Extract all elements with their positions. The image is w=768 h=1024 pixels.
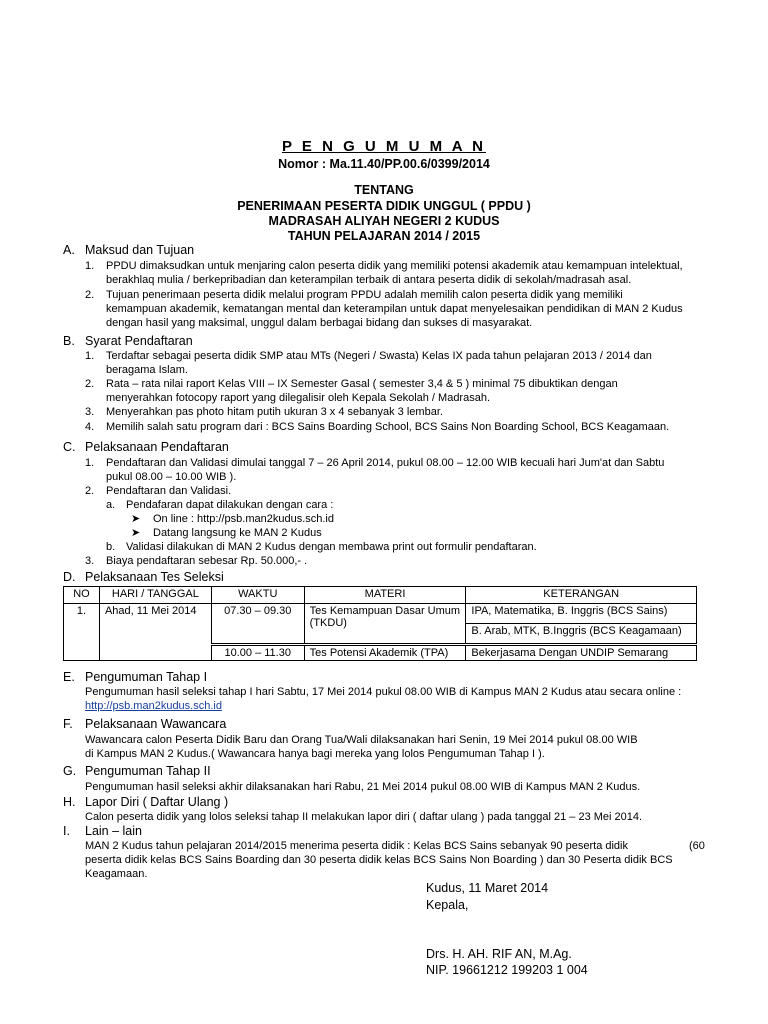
signature-name: Drs. H. AH. RIF AN, M.Ag. [426,947,572,961]
text-line: menyerahkan fotocopy raport yang dilegalisir oleh Kepala Sekolah / Madrasah. [106,392,491,404]
subject-line-3: TAHUN PELAJARAN 2014 / 2015 [287,229,481,243]
section-title: Pelaksanaan Pendaftaran [85,440,229,454]
item-number: 3. [85,406,95,418]
text-line: berakhlaq mulia / berkepribadian dan keterampilan terbaik di antara peserta didik di sekolah/madrasah asal. [106,274,632,286]
section-h-text: Calon peserta didik yang lolos seleksi tahap II melakukan lapor diri ( daftar ulang ) pada tanggal 21 – 23 Mei 2014. [85,811,643,823]
column-header: HARI / TANGGAL [99,587,211,604]
table-cell-keterangan: Bekerjasama Dengan UNDIP Semarang [466,645,697,661]
psb-website-link[interactable]: http://psb.man2kudus.sch.id [85,700,222,712]
text-line: Terdaftar sebagai peserta didik SMP atau MTs (Negeri / Swasta) Kelas IX pada tahun pelajaran 2013 / 2014 dan [106,350,652,362]
section-f-text-1: Wawancara calon Peserta Didik Baru dan Orang Tua/Wali dilaksanakan hari Senin, 19 Mei 2014 pukul 08.00 WIB [85,734,638,746]
sub-text: Pendafaran dapat dilakukan dengan cara : [126,499,334,511]
table-row [64,604,697,624]
section-g-text: Pengumuman hasil seleksi akhir dilaksanakan hari Rabu, 21 Mei 2014 pukul 08.00 WIB di Kampus MAN 2 Kudus. [85,781,641,793]
text-line: PPDU dimaksudkan untuk menjaring calon peserta didik yang memiliki potensi akademik atau kemampuan intelektual, [106,260,683,272]
text-line: kemampuan akademik, kematangan mental dan keterampilan untuk dapat menyelesaikan pendidikan di MAN 2 Kudus [106,303,683,315]
signature-role: Kepala, [426,898,469,912]
column-header: KETERANGAN [466,587,697,604]
text-line: beragama Islam. [106,364,188,376]
item-text [106,456,664,484]
section-f-text-2: di Kampus MAN 2 Kudus.( Wawancara hanya bagi mereka yang lolos Pengumuman Tahap I ). [85,748,545,760]
section-letter: I. [63,824,70,838]
item-text [106,259,683,287]
section-title: Pelaksanaan Wawancara [85,717,227,731]
section-letter: G. [63,764,77,778]
section-title: Pengumuman Tahap II [85,764,211,778]
section-title: Lain – lain [85,824,142,838]
subject-line-1: PENERIMAAN PESERTA DIDIK UNGGUL ( PPDU ) [237,199,531,213]
item-number: 1. [85,457,95,469]
item-number: 2. [85,289,95,301]
section-i-text-1b: (60 [689,840,705,852]
column-header: WAKTU [211,587,304,604]
item-number: 3. [85,555,95,567]
table-cell-keterangan: IPA, Matematika, B. Inggris (BCS Sains) [466,604,697,624]
section-title: Syarat Pendaftaran [85,334,193,348]
bullet-text: Datang langsung ke MAN 2 Kudus [153,527,322,539]
text-line: dengan hasil yang maksimal, unggul dalam berbagai bidang dan sukses di masyarakat. [106,317,533,329]
item-number: 2. [85,378,95,390]
text-line: Pendaftaran dan Validasi dimulai tanggal 7 – 26 April 2014, pukul 08.00 – 12.00 WIB kecuali hari Jum'at dan Sabtu [106,457,665,469]
tentang-label: TENTANG [354,183,414,197]
text-line: Rata – rata nilai raport Kelas VIII – IX Semester Gasal ( semester 3,4 & 5 ) minimal 75 dibuktikan dengan [106,378,618,390]
item-number: 1. [85,260,95,272]
document-number: Nomor : Ma.11.40/PP.00.6/0399/2014 [278,157,490,171]
section-title: Maksud dan Tujuan [85,243,195,257]
signature-nip: NIP. 19661212 199203 1 004 [426,963,588,977]
item-text [106,377,618,405]
section-letter: B. [63,334,75,348]
document-title: P E N G U M U M A N [282,138,486,155]
table-cell-time: 10.00 – 11.30 [211,645,304,661]
sub-letter: b. [106,541,116,553]
sub-letter: a. [106,499,116,511]
table-header-row [64,587,697,604]
text-line: pukul 08.00 – 10.00 WIB ). [106,471,237,483]
section-letter: H. [63,795,76,809]
signature-place-date: Kudus, 11 Maret 2014 [426,881,549,895]
section-letter: C. [63,440,76,454]
section-letter: D. [63,570,76,584]
section-letter: A. [63,243,75,257]
section-title: Lapor Diri ( Daftar Ulang ) [85,795,229,809]
item-number: 1. [85,350,95,362]
bullet-text: On line : http://psb.man2kudus.sch.id [153,513,334,525]
column-header: MATERI [304,587,466,604]
table-cell-no: 1. [64,604,100,661]
item-text: Pendaftaran dan Validasi. [106,485,232,497]
section-letter: E. [63,670,75,684]
column-header: NO [64,587,100,604]
item-text [106,349,652,377]
item-number: 2. [85,485,95,497]
item-number: 4. [85,421,95,433]
table-cell-time: 07.30 – 09.30 [211,604,304,645]
section-e-text: Pengumuman hasil seleksi tahap I hari Sabtu, 17 Mei 2014 pukul 08.00 WIB di Kampus MAN 2 Kudus atau secara online : [85,686,682,698]
arrow-bullet-icon: ➤ [131,527,141,539]
section-i-text-3: Keagamaan. [85,868,148,880]
sub-text: Validasi dilakukan di MAN 2 Kudus dengan membawa print out formulir pendaftaran. [126,541,537,553]
item-text: Biaya pendaftaran sebesar Rp. 50.000,- . [106,555,308,567]
subject-line-2: MADRASAH ALIYAH NEGERI 2 KUDUS [268,214,500,228]
item-text [106,420,669,434]
text-line: Memilih salah satu program dari : BCS Sains Boarding School, BCS Sains Non Boarding School, BCS Keagamaan. [106,421,670,433]
section-i-text-2: peserta didik kelas BCS Sains Boarding dan 30 peserta didik kelas BCS Sains Non Boarding ) dan 30 Peserta didik BCS [85,854,673,866]
section-i-text-1a: MAN 2 Kudus tahun pelajaran 2014/2015 menerima peserta didik : Kelas BCS Sains sebanyak 90 peserta didik [85,840,628,852]
item-text [106,288,683,330]
section-letter: F. [63,717,73,731]
selection-schedule-table [63,586,697,661]
section-title: Pengumuman Tahap I [85,670,208,684]
section-title: Pelaksanaan Tes Seleksi [85,570,224,584]
table-cell-keterangan: B. Arab, MTK, B.Inggris (BCS Keagamaan) [466,624,697,645]
text-line: Tujuan penerimaan peserta didik melalui program PPDU adalah memilih calon peserta didik yang memiliki [106,289,623,301]
item-text [106,405,443,419]
text-line: Menyerahkan pas photo hitam putih ukuran 3 x 4 sebanyak 3 lembar. [106,406,443,418]
table-cell-materi: Tes Potensi Akademik (TPA) [304,645,466,661]
arrow-bullet-icon: ➤ [131,513,141,525]
table-cell-date: Ahad, 11 Mei 2014 [99,604,211,661]
table-cell-materi: Tes Kemampuan Dasar Umum (TKDU) [304,604,466,645]
